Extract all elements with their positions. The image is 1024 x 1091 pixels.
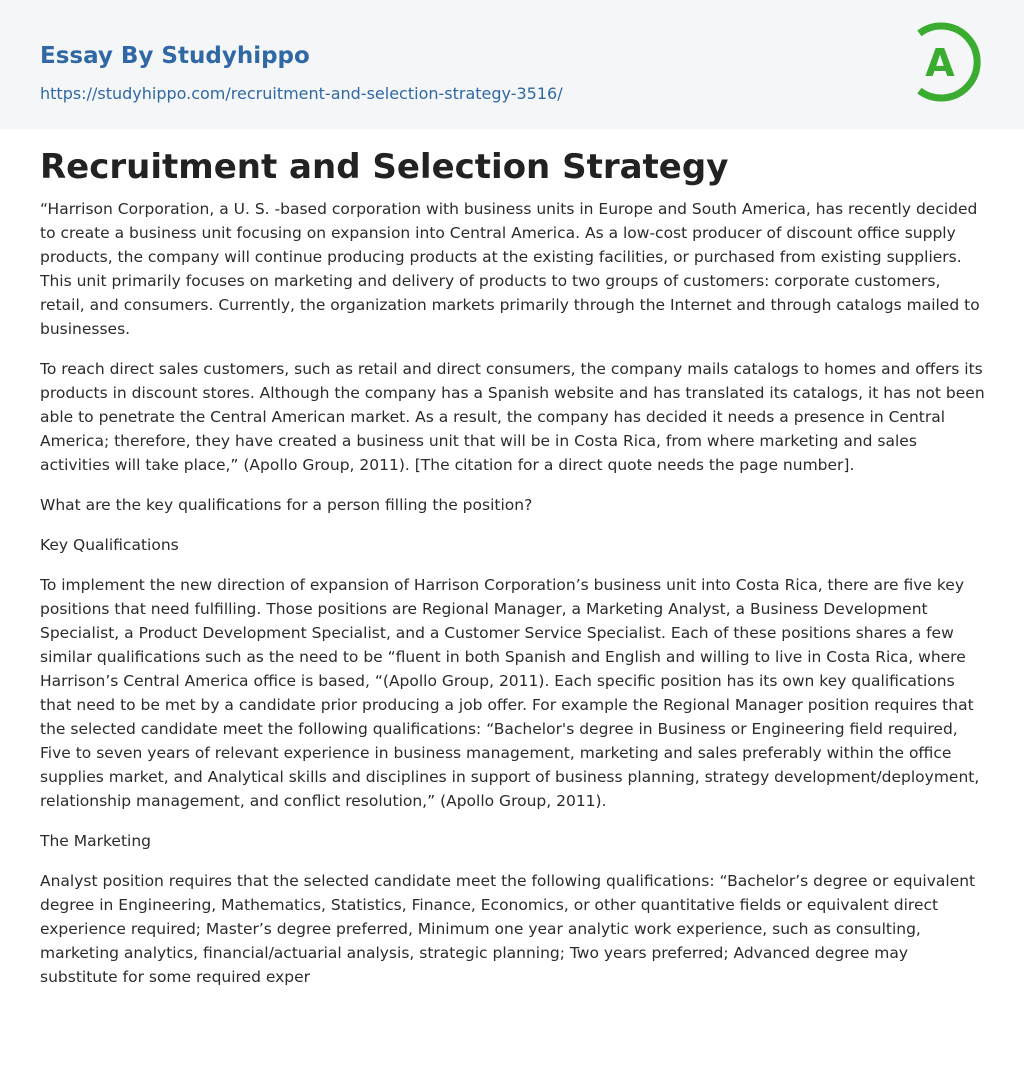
site-header (0, 0, 1024, 129)
essay-paragraph: Analyst position requires that the selected candidate meet the following qualifications: “Bachelor’s degree or equivalent degree in Engineering, Mathematics, Statistics, Finance, Economics, or other quantitative fields or equivalent direct experience required; Master’s degree preferred, Minimum one year analytic work experience, such as consulting, marketing analytics, financial/actuarial analysis, strategic planning; Two years preferred; Advanced degree may substitute for some required exper (40, 872, 976, 986)
site-brand[interactable]: Essay By Studyhippo (40, 43, 310, 69)
logo-letter: A (925, 41, 955, 85)
studyhippo-logo-icon[interactable] (911, 18, 987, 106)
essay-content (40, 141, 988, 1005)
essay-paragraph: What are the key qualifications for a person filling the position? (40, 496, 533, 514)
source-url-link[interactable]: https://studyhippo.com/recruitment-and-selection-strategy-3516/ (40, 84, 563, 103)
essay-title: Recruitment and Selection Strategy (40, 147, 729, 187)
essay-paragraph: “Harrison Corporation, a U. S. -based corporation with business units in Europe and South America, has recently decided to create a business unit focusing on expansion into Central America. As a low-cost producer of discount office supply products, the company will continue producing products at the existing facilities, or purchased from existing suppliers. This unit primarily focuses on marketing and delivery of products to two groups of customers: corporate customers, retail, and consumers. Currently, the organization markets primarily through the Internet and through catalogs mailed to businesses. (40, 200, 980, 338)
essay-subheading: The Marketing (40, 832, 152, 850)
essay-paragraph: To implement the new direction of expansion of Harrison Corporation’s business unit into Costa Rica, there are five key positions that need fulfilling. Those positions are Regional Manager, a Marketing Analyst, a Business Development Specialist, a Product Development Specialist, and a Customer Service Specialist. Each of these positions shares a few similar qualifications such as the need to be “fluent in both Spanish and English and willing to live in Costa Rica, where Harrison’s Central America office is based, “(Apollo Group, 2011). Each specific position has its own key qualifications that need to be met by a candidate prior producing a job offer. For example the Regional Manager position requires that the selected candidate meet the following qualifications: “Bachelor's degree in Business or Engineering field required, Five to seven years of relevant experience in business management, marketing and sales preferably within the office supplies market, and Analytical skills and disciplines in support of business planning, strategy development/deployment, relationship management, and conflict resolution,” (Apollo Group, 2011). (40, 576, 980, 810)
essay-subheading: Key Qualifications (40, 536, 179, 554)
essay-paragraph: To reach direct sales customers, such as retail and direct consumers, the company mails catalogs to homes and offers its products in discount stores. Although the company has a Spanish website and has translated its catalogs, it has not been able to penetrate the Central American market. As a result, the company has decided it needs a presence in Central America; therefore, they have created a business unit that will be in Costa Rica, from where marketing and sales activities will take place,” (Apollo Group, 2011). [The citation for a direct quote needs the page number]. (40, 360, 985, 474)
